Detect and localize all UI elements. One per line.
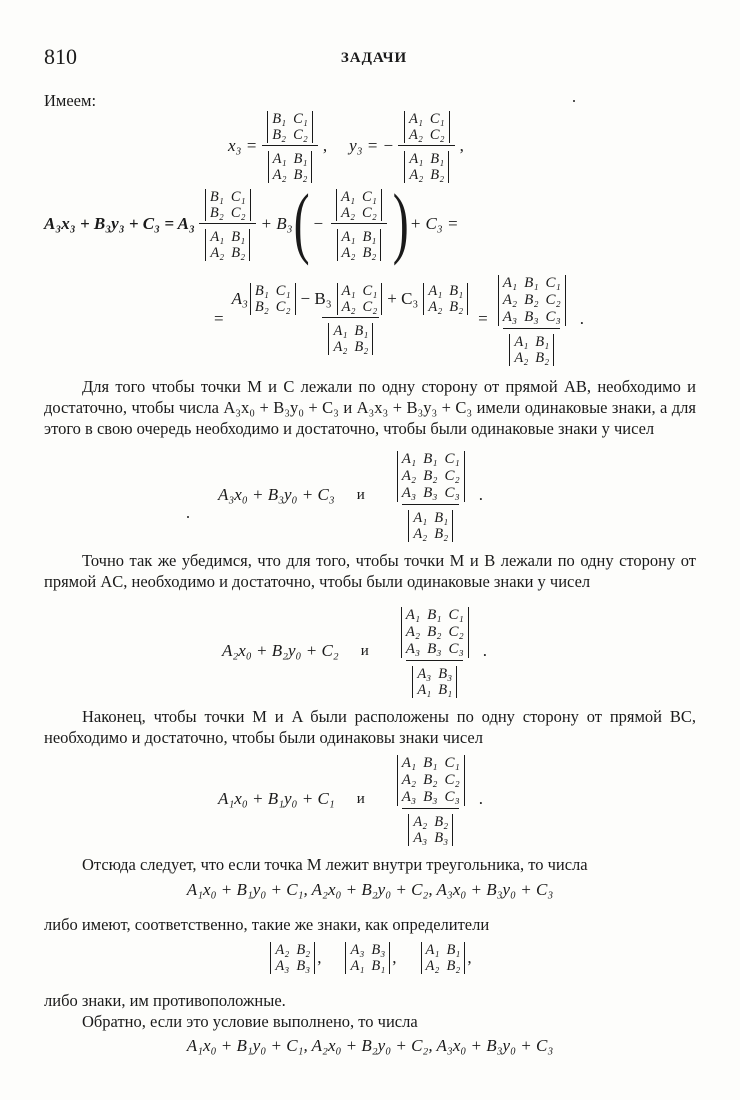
formula-x3-y3 [228,108,464,183]
det-cell: A₂ [401,468,417,484]
equals-sign: = [214,309,224,328]
det-cell: B₃ [423,789,438,805]
det-cell: C₂ [444,772,460,788]
formula-triple-1 [44,880,696,900]
plus-b3: + B₃ [260,213,293,233]
det-row [402,468,460,485]
det-cell: A₁ [401,451,417,467]
period: . [478,789,483,808]
det-cell: B₂ [272,127,287,143]
det-cell: C₁ [275,283,291,299]
comma: , [322,135,328,155]
determinant-ratio [492,272,572,366]
det-cell: A₂ [514,350,529,366]
det-cell: A₂ [408,127,423,143]
det-row [341,189,377,205]
equals-sign: = [478,309,488,328]
det-row [255,299,291,315]
det-a1c1-a2c2 [336,189,382,221]
det-cell: A₃ [405,641,421,657]
det-cell: A₁ [272,151,287,167]
det-row [210,229,245,245]
det-a1b1-a2b2 [328,323,373,355]
det-cell: B₁ [254,283,269,299]
conjunction: и [356,790,365,807]
paragraph-determinants: либо имеют, соответственно, такие же знаки, как определители [44,915,490,934]
det-row [503,309,561,326]
det-row [333,323,368,339]
x3-fraction [261,108,319,183]
det-b1c1-b2c2 [205,189,251,221]
paragraph-ab: Для того чтобы точки M и C лежали по одну сторону от прямой AB, необходимо и достаточно, чтобы числа A₃x₀ + B₃y₀ + C₃ и A₃x₃ + B₃y₃ + C₃ имели одинаковые знаки, а для этого в свою очередь необходимо и достаточно, чтобы были одинаковые знаки у чисел [44,377,696,438]
det-row [413,814,448,830]
det-cell: B₁ [524,275,539,291]
det-cell: A₁ [502,275,518,291]
det-cell: B₂ [535,350,550,366]
det-a1b1-a2b2 [421,942,466,974]
period: . [478,485,483,504]
det-cell: A₁ [428,283,443,299]
det-row [275,942,310,958]
det-row [210,205,246,221]
paragraph-converse: Обратно, если это условие выполнено, то числа [82,1012,418,1031]
det-3x3 [397,755,465,806]
det-a1c1-a2c2 [337,283,383,315]
det-row [413,510,448,526]
det-row [272,111,308,127]
det-cell: B₃ [524,309,539,325]
det-cell: B₁ [293,151,308,167]
det-cell: A₁ [341,229,356,245]
det-a1b1-a2b2 [268,151,313,183]
plus-c3-eq: + C₃ = [409,213,459,233]
conjunction: и [360,642,369,659]
det-a1b1-a2b2 [423,283,468,315]
det-cell: B₁ [354,323,369,339]
det-row [503,275,561,292]
det-row [409,127,445,143]
det-cell: C₂ [444,468,460,484]
det-cell: C₃ [444,485,460,501]
det-row [514,334,549,350]
det-cell: C₃ [448,641,464,657]
formula-combined [214,272,584,366]
paragraph-opposite: либо знаки, им противоположные. [44,991,286,1010]
det-row [413,830,448,846]
det-cell: A₂ [409,167,424,183]
coef-plus-c3: + C₃ [387,289,419,308]
intro-label: Имеем: [44,91,97,110]
det-cell: C₂ [275,299,291,315]
paragraph-ac: Точно так же убедимся, что для того, чтобы точки M и B лежали по одну сторону от прямой AC, необходимо и достаточно, чтобы были одинаковые знаки у чисел [44,551,696,591]
det-row [409,167,444,183]
det-cell: C₂ [448,624,464,640]
ratio-1 [391,752,471,846]
det-cell: B₃ [434,830,449,846]
sub-fraction-1 [199,186,257,261]
det-row [255,283,291,299]
det-a1b1-a2b2 [337,229,382,261]
sub-fraction-2 [330,186,388,261]
det-a2b2-a3b3 [408,814,453,846]
det-3x3 [401,607,469,658]
period: . [579,309,585,328]
det-cell: C₃ [444,789,460,805]
det-row [342,229,377,245]
det-cell: B₁ [209,189,224,205]
det-cell: C₁ [429,111,445,127]
det-cell: C₁ [230,189,246,205]
formula-substitution: A₃x₃ + B₃y₃ + C₃ = A₃ B₁ C₁ B₂ C₂ A₁ B₁ A₂ B₂ + B₃ ( − A₁ C₁ A₂ C₂ A₁ B₁ A₂ B₂ ) + C₃ = [44,178,459,267]
det-row [341,205,377,221]
y3-label: y₃ = − [349,135,394,155]
det-cell: C₂ [362,205,377,221]
det-cell: A₃ [417,666,432,682]
comma: , [459,135,464,155]
det-cell: B₁ [423,755,438,771]
lhs-expression: A₃x₃ + B₃y₃ + C₃ = A₃ [44,213,195,233]
det-cell: B₂ [449,299,464,315]
det-cell: C₂ [429,127,445,143]
det-row [342,299,378,315]
det-cell: A₃ [401,485,417,501]
det-a1b1-a2b2 [205,229,250,261]
det-cell: B₂ [423,772,438,788]
det-cell: A₂ [333,339,348,355]
det-row [426,942,461,958]
paragraph-conclusion: Отсюда следует, что если точка M лежит внутри треугольника, то числа [82,855,588,874]
coef-a3: A₃ [231,289,248,308]
det-cell: B₁ [427,607,442,623]
det-cell: A₃ [413,830,428,846]
det-cell: A₁ [333,323,348,339]
formula-pair-2 [222,604,487,698]
conjunction: и [356,486,365,503]
det-cell: B₁ [231,229,246,245]
minus-sign: − [313,213,324,233]
paragraph-bc: Наконец, чтобы точки M и A были расположены по одну сторону от прямой BC, необходимо и достаточно, чтобы были одинаковы знаки чисел [44,707,696,747]
det-cell: B₂ [434,814,449,830]
det-cell: B₂ [362,245,377,261]
y3-fraction [398,108,456,183]
det-a1c1-a2c2 [404,111,450,143]
det-cell: A₁ [413,510,428,526]
ratio-3 [391,448,471,542]
det-row [402,789,460,806]
det-cell: A₂ [425,958,440,974]
combined-fraction [228,283,475,355]
expression-2: A₂x₀ + B₂y₀ + C₂ [222,641,339,660]
det-cell: B₂ [446,958,461,974]
det-cell: A₁ [408,111,423,127]
det-row [406,641,464,658]
det-cell: A₁ [350,958,365,974]
formula-determinant-list [44,942,696,974]
formula-triple-2 [44,1036,696,1056]
det-cell: A₂ [341,245,356,261]
det-row [402,755,460,772]
det-cell: A₁ [409,151,424,167]
det-cell: B₃ [438,666,453,682]
det-cell: A₃ [502,309,518,325]
det-row [273,151,308,167]
separator: , [467,948,472,967]
det-cell: C₂ [545,292,561,308]
det-cell: C₂ [362,299,378,315]
det-row [210,245,245,261]
det-row [409,151,444,167]
det-row [333,339,368,355]
det-cell: B₂ [293,167,308,183]
det-cell: B₃ [427,641,442,657]
det-cell: A₂ [401,772,417,788]
det-b1c1-b2c2 [267,111,313,143]
det-cell: C₁ [444,755,460,771]
det-cell: B₁ [535,334,550,350]
det-cell: B₁ [449,283,464,299]
det-cell: B₃ [371,942,386,958]
det-cell: A₁ [417,682,432,698]
triple-expressions: A₁x₀ + B₁y₀ + C₁, A₂x₀ + B₂y₀ + C₂, A₃x₀ + B₃y₀ + C₃ [186,1036,554,1055]
page-header [44,44,704,74]
det-cell: C₁ [444,451,460,467]
det-row [402,451,460,468]
det-row [350,958,385,974]
det-cell: B₂ [209,205,224,221]
det-a3b3-a1b1 [412,666,457,698]
det-cell: C₁ [362,189,377,205]
triple-expressions: A₁x₀ + B₁y₀ + C₁, A₂x₀ + B₂y₀ + C₂, A₃x₀ + B₃y₀ + C₃ [186,880,554,899]
det-cell: B₁ [438,682,453,698]
det-cell: B₃ [423,485,438,501]
separator: , [392,948,397,967]
det-cell: B₃ [296,958,311,974]
det-a1b1-a2b2 [404,151,449,183]
det-cell: B₂ [524,292,539,308]
x3-label: x₃ = [228,135,258,155]
det-row [426,958,461,974]
det-cell: A₂ [272,167,287,183]
det-cell: A₂ [275,942,290,958]
expression-1: A₁x₀ + B₁y₀ + C₁ [218,789,335,808]
det-cell: B₂ [427,624,442,640]
det-cell: A₂ [341,205,356,221]
det-a3b3-a1b1 [345,942,390,974]
det-row [402,772,460,789]
det-cell: A₂ [428,299,443,315]
det-cell: B₂ [430,167,445,183]
det-row [413,526,448,542]
det-cell: A₃ [401,789,417,805]
det-cell: B₁ [434,510,449,526]
formula-pair-1 [218,752,483,846]
det-cell: A₁ [514,334,529,350]
det-cell: A₂ [210,245,225,261]
period: . [482,641,487,660]
det-cell: B₂ [296,942,311,958]
det-row [503,292,561,309]
det-a1b1-a2b2 [509,334,554,366]
det-row [342,245,377,261]
det-cell: A₁ [405,607,421,623]
det-cell: B₂ [434,526,449,542]
det-a2b2-a3b3 [270,942,315,974]
separator: , [317,948,322,967]
det-cell: B₂ [231,245,246,261]
det-cell: B₁ [362,229,377,245]
det-cell: B₁ [430,151,445,167]
det-row [409,111,445,127]
det-cell: B₁ [371,958,386,974]
det-cell: A₁ [425,942,440,958]
det-cell: A₁ [210,229,225,245]
det-cell: A₁ [401,755,417,771]
det-cell: B₁ [423,451,438,467]
det-cell: A₂ [413,526,428,542]
det-row [342,283,378,299]
det-row [428,283,463,299]
det-row [428,299,463,315]
coef-minus-b3: − B₃ [300,289,332,308]
det-cell: A₂ [502,292,518,308]
det-row [417,666,452,682]
det-3x3 [397,451,465,502]
det-cell: A₃ [350,942,365,958]
page-number: 810 [44,44,77,69]
det-cell: C₁ [362,283,378,299]
det-cell: A₁ [341,283,356,299]
det-cell: C₁ [293,111,308,127]
det-cell: C₁ [448,607,464,623]
det-cell: A₂ [405,624,421,640]
formula-pair-3 [218,448,483,542]
det-row [272,127,308,143]
det-row [350,942,385,958]
det-a1b1-a2b2 [408,510,453,542]
det-row [406,607,464,624]
det-cell: C₂ [230,205,246,221]
expression-3: A₃x₀ + B₃y₀ + C₃ [218,485,335,504]
det-cell: B₂ [254,299,269,315]
scan-speck [187,516,189,518]
det-cell: C₂ [293,127,308,143]
det-row [417,682,452,698]
det-b1c1-b2c2 [250,283,296,315]
ratio-2 [395,604,475,698]
det-row [402,485,460,502]
det-cell: B₂ [423,468,438,484]
det-row [514,350,549,366]
det-row [406,624,464,641]
det-cell: C₃ [545,309,561,325]
det-3x3 [498,275,566,326]
det-cell: A₃ [275,958,290,974]
det-cell: C₁ [545,275,561,291]
det-cell: B₁ [446,942,461,958]
det-cell: B₁ [272,111,287,127]
running-title: ЗАДАЧИ [340,50,408,66]
det-cell: A₂ [413,814,428,830]
det-cell: A₁ [341,189,356,205]
det-cell: A₂ [341,299,356,315]
scan-speck [573,100,575,102]
det-row [210,189,246,205]
det-cell: B₂ [354,339,369,355]
det-row [275,958,310,974]
